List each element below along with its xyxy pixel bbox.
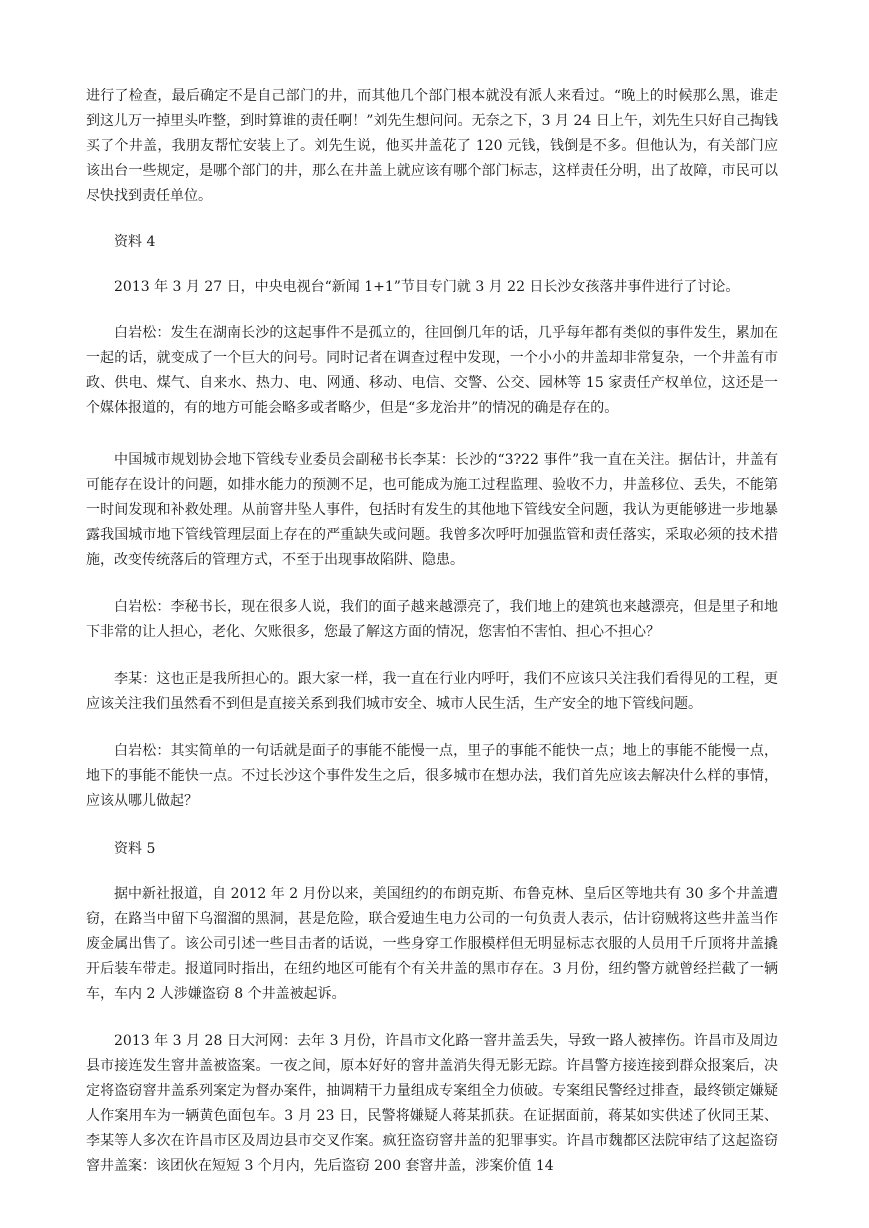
paragraph-bai-yansong-2: 白岩松：李秘书长，现在很多人说，我们的面子越来越漂亮了，我们地上的建筑也来越漂亮，但是里子和地下非常的让人担心，老化、欠账很多，您最了解这方面的情况，您害怕不害怕、担心不担心？ [86,599,778,640]
section-heading-5: 资料 5 [114,841,156,857]
paragraph-li-1: 中国城市规划协会地下管线专业委员会副秘书长李某：长沙的“3?22 事件”我一直在关注。据估计，井盖有可能存在设计的问题，如排水能力的预测不足，也可能成为施工过程监理、验收不力，井盖移位、丢失，不能第一时间发现和补救处理。从前窨井坠人事件，包括时有发生的其他地下管线安全问题，我认为更能够进一步地暴露我国城市地下管线管理层面上存在的严重缺失或问题。我曾多次呼吁加强监管和责任落实，采取必须的技术措施，改变传统落后的管理方式，不至于出现事故陷阱、隐患。 [86,452,778,568]
paragraph-li-2: 李某：这也正是我所担心的。跟大家一样，我一直在行业内呼吁，我们不应该只关注我们看得见的工程，更应该关注我们虽然看不到但是直接关系到我们城市安全、城市人民生活，生产安全的地下管线问题。 [86,671,778,712]
paragraph-intro: 2013 年 3 月 27 日，中央电视台“新闻 1+1”节目专门就 3 月 22 日长沙女孩落井事件进行了讨论。 [114,279,740,295]
paragraph-news-nyc: 据中新社报道，自 2012 年 2 月份以来，美国纽约的布朗克斯、布鲁克林、皇后区等地共有 30 多个井盖遭窃，在路当中留下乌溜溜的黑洞，甚是危险，联合爱迪生电力公司的一句负责人表示，估计窃贼将这些井盖当作废金属出售了。该公司引述一些目击者的话说，一些身穿工作服模样但无明显标志衣服的人员用千斤顶将井盖撬开后装车带走。报道同时指出，在纽约地区可能有个有关井盖的黑市存在。3 月份，纽约警方就曾经拦截了一辆车，车内 2 人涉嫌盗窃 8 个井盖被起诉。 [86,886,778,1002]
paragraph-bai-yansong-3: 白岩松：其实简单的一句话就是面子的事能不能慢一点，里子的事能不能快一点；地上的事能不能慢一点，地下的事能不能快一点。不过长沙这个事件发生之后，很多城市在想办法，我们首先应该去解决什么样的事情，应该从哪儿做起？ [86,743,778,809]
paragraph-bai-yansong-1: 白岩松：发生在湖南长沙的这起事件不是孤立的，往回倒几年的话，几乎每年都有类似的事件发生，累加在一起的话，就变成了一个巨大的问号。同时记者在调查过程中发现，一个小小的井盖却非常复杂，一个井盖有市政、供电、煤气、自来水、热力、电、网通、移动、电信、交警、公交、园林等 15 家责任产权单位，这还是一个媒体报道的，有的地方可能会略多或者略少，但是“多龙治井”的情况的确是存在的。 [86,325,778,416]
document-page [86,84,778,1179]
paragraph-news-xuchang: 2013 年 3 月 28 日大河网：去年 3 月份，许昌市文化路一窨井盖丢失，导致一路人被摔伤。许昌市及周边县市接连发生窨井盖被盗案。一夜之间，原本好好的窨井盖消失得无影无踪。许昌警方接连接到群众报案后，决定将盗窃窨井盖系列案定为督办案件，抽调精干力量组成专案组全力侦破。专案组民警经过排查，最终锁定嫌疑人作案用车为一辆黄色面包车。3 月 23 日，民警将嫌疑人蒋某抓获。在证据面前，蒋某如实供述了伙同王某、李某等人多次在许昌市区及周边县市交叉作案。疯狂盗窃窨井盖的犯罪事实。许昌市魏都区法院审结了这起盗窃窨井盖案：该团伙在短短 3 个月内，先后盗窃 200 套窨井盖，涉案价值 14 [86,1033,778,1174]
section-heading-4: 资料 4 [114,234,156,250]
paragraph-continued: 进行了检查，最后确定不是自己部门的井，而其他几个部门根本就没有派人来看过。“晚上的时候那么黑，谁走到这儿万一掉里头咋整，到时算谁的责任啊！”刘先生想问问。无奈之下，3 月 24 日上午，刘先生只好自己掏钱买了个井盖，我朋友帮忙安装上了。刘先生说，他买井盖花了 120 元钱，钱倒是不多。但他认为，有关部门应该出台一些规定，是哪个部门的井，那么在井盖上就应该有哪个部门标志，这样责任分明，出了故障，市民可以尽快找到责任单位。 [86,88,778,204]
